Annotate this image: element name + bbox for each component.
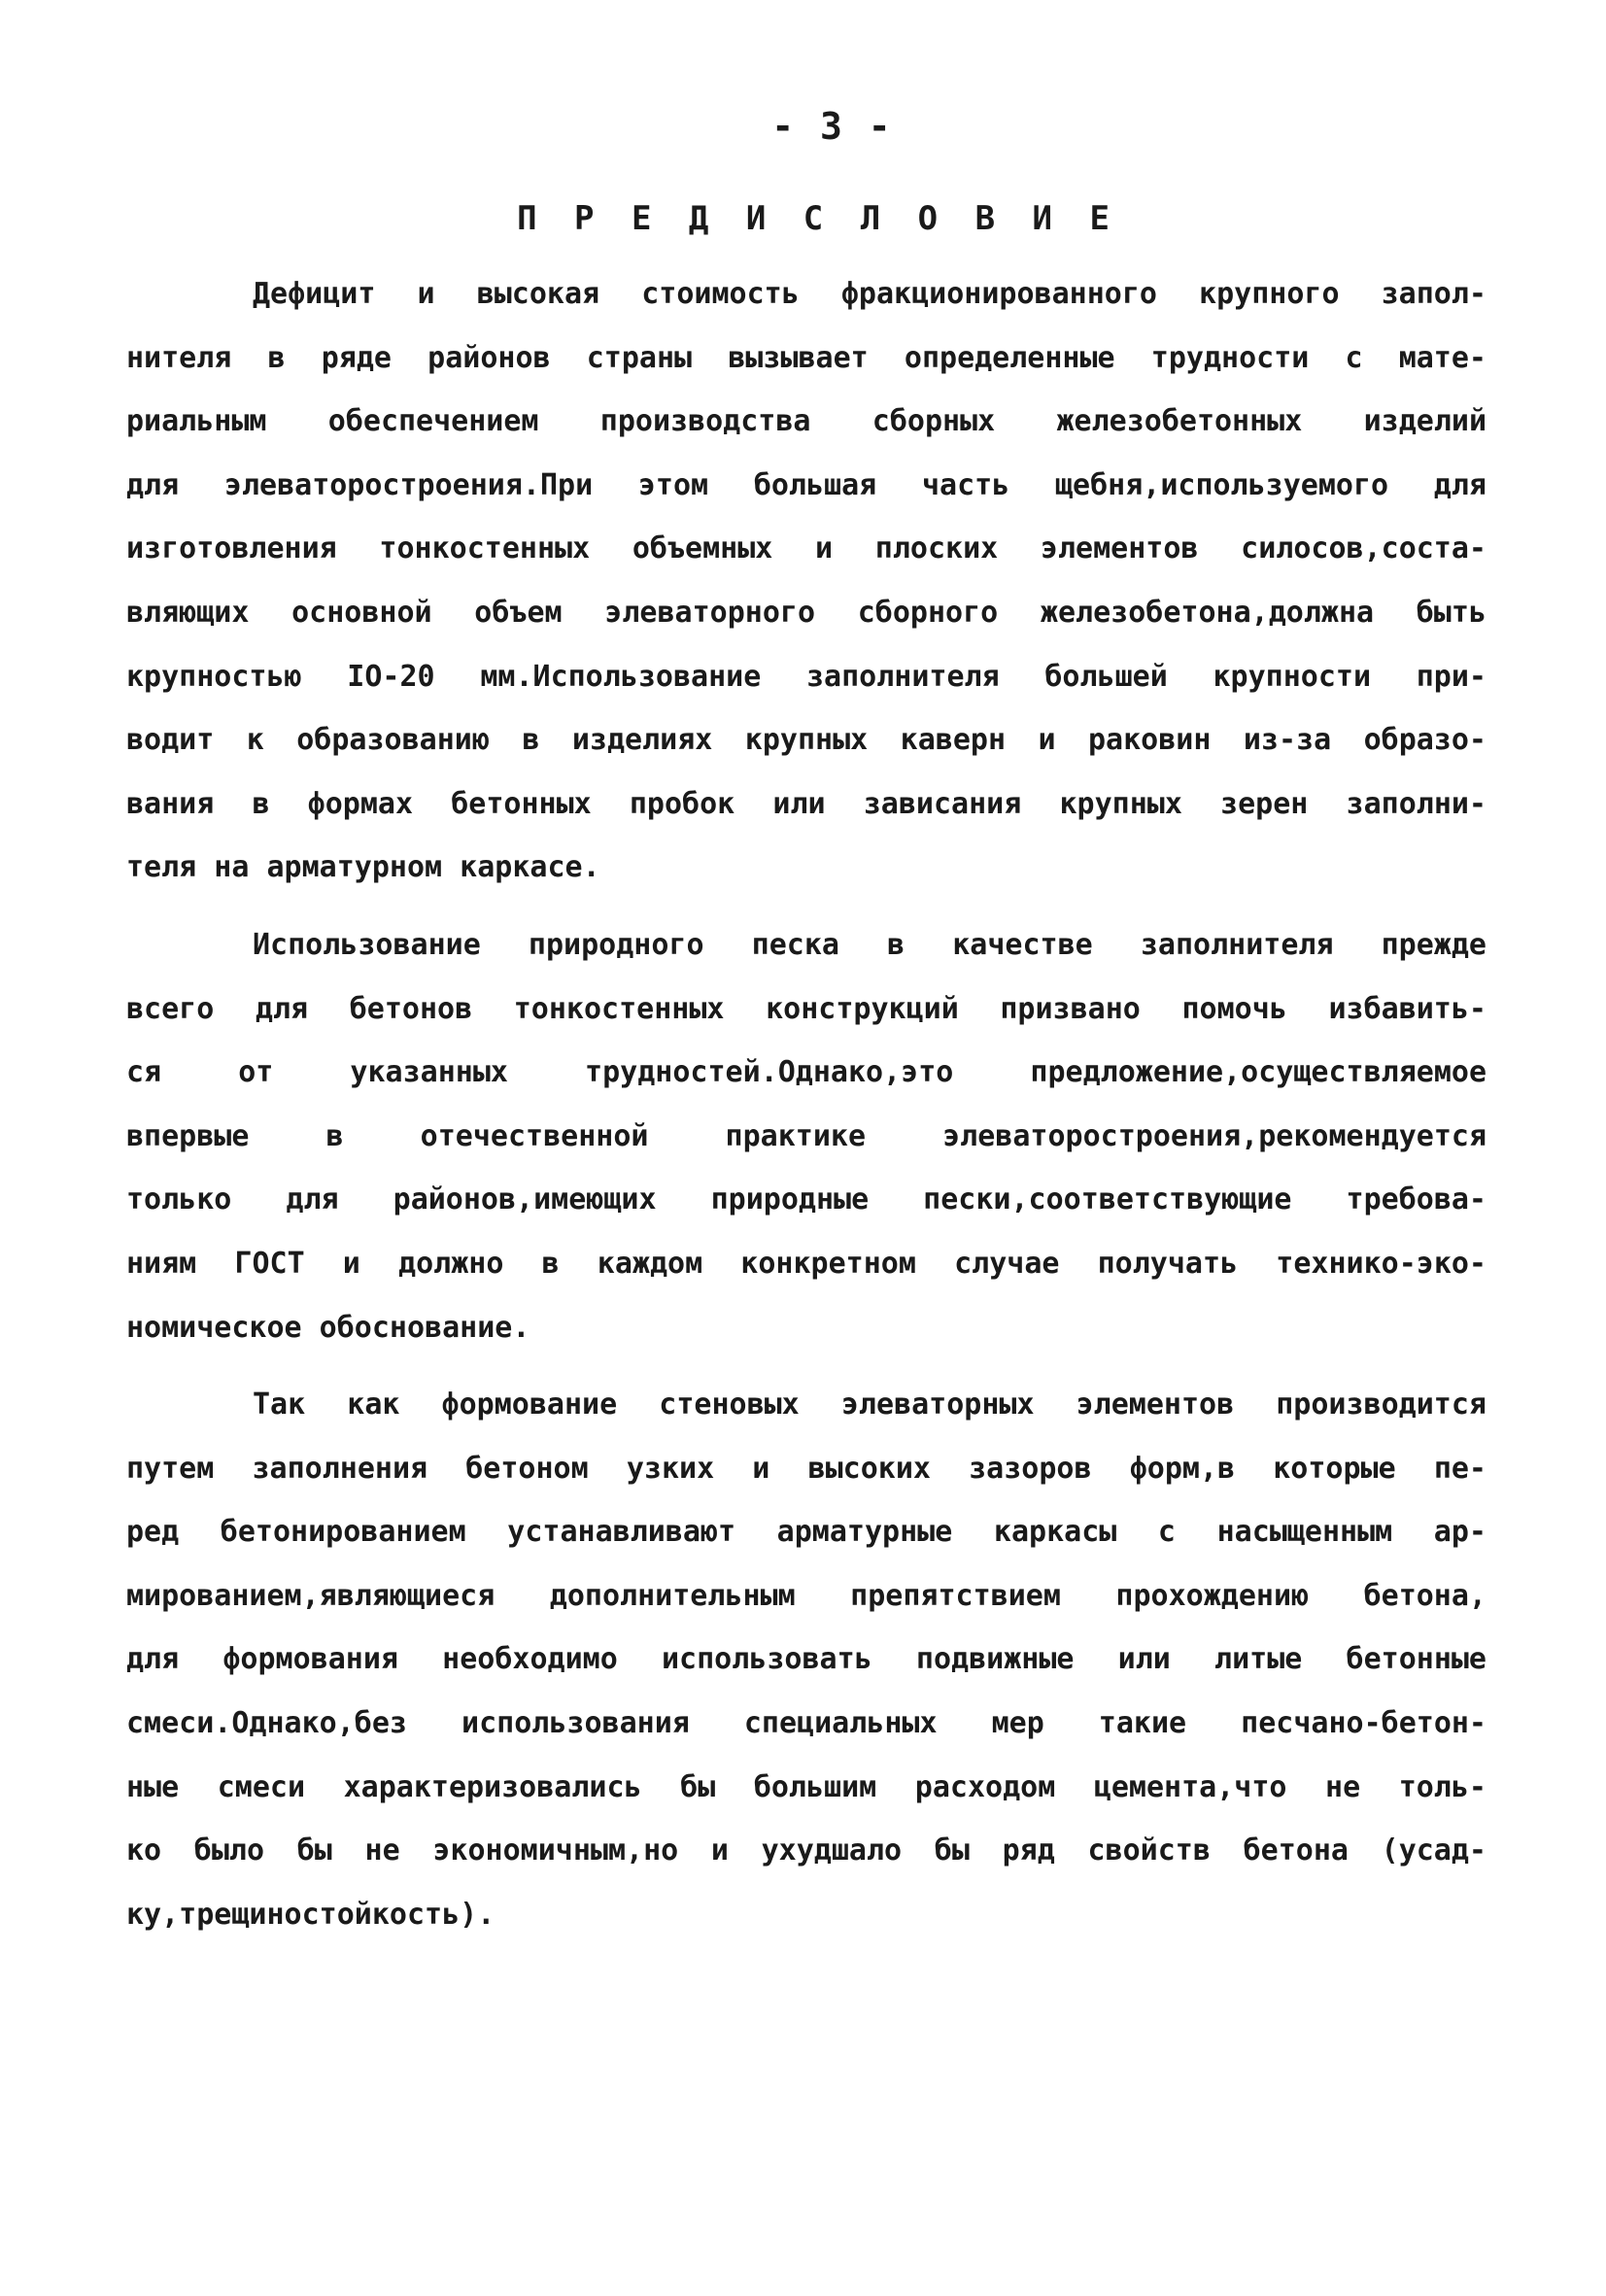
text-line: вания в формах бетонных пробок или зависания крупных зерен заполни- <box>126 786 1486 821</box>
text-line: всего для бетонов тонкостенных конструкций призвано помочь избавить- <box>126 991 1486 1026</box>
text-line: ниям ГОСТ и должно в каждом конкретном случае получать технико-эко- <box>126 1246 1486 1281</box>
text-line: ные смеси характеризовались бы большим расходом цемента,что не толь- <box>126 1769 1486 1804</box>
paragraph <box>126 262 1486 900</box>
text-line: Дефицит и высокая стоимость фракционированного крупного запол- <box>253 277 1486 311</box>
text-line: ся от указанных трудностей.Однако,это предложение,осуществляемое <box>126 1055 1486 1090</box>
text-line: теля на арматурном каркасе. <box>126 850 600 885</box>
text-line: ку,трещиностойкость). <box>126 1897 495 1932</box>
text-line: смеси.Однако,без использования специальных мер такие песчано-бетон- <box>126 1706 1486 1741</box>
text-line: только для районов,имеющих природные пески,соответствующие требова- <box>126 1182 1486 1217</box>
paragraph <box>126 913 1486 1359</box>
text-line: вляющих основной объем элеваторного сборного железобетона,должна быть <box>126 595 1486 630</box>
text-line: ко было бы не экономичным,но и ухудшало бы ряд свойств бетона (усад- <box>126 1833 1486 1868</box>
body-text <box>126 262 1486 1946</box>
text-line: изготовления тонкостенных объемных и плоских элементов силосов,соста- <box>126 531 1486 566</box>
text-line: для элеваторостроения.При этом большая часть щебня,используемого для <box>126 467 1486 502</box>
text-line: путем заполнения бетоном узких и высоких зазоров форм,в которые пе- <box>126 1451 1486 1486</box>
text-line: Использование природного песка в качестве заполнителя прежде <box>253 927 1486 962</box>
text-line: ред бетонированием устанавливают арматурные каркасы с насыщенным ар- <box>126 1515 1486 1550</box>
text-line: мированием,являющиеся дополнительным препятствием прохождению бетона, <box>126 1578 1486 1613</box>
paragraph <box>126 1373 1486 1946</box>
text-line: номическое обоснование. <box>126 1310 530 1345</box>
text-line: риальным обеспечением производства сборных железобетонных изделий <box>126 404 1486 439</box>
section-heading: П Р Е Д И С Л О В И Е <box>517 199 1118 238</box>
text-line: нителя в ряде районов страны вызывает определенные трудности с мате- <box>126 340 1486 375</box>
text-line: крупностью IO-20 мм.Использование заполнителя большей крупности при- <box>126 659 1486 694</box>
text-line: Так как формование стеновых элеваторных элементов производится <box>253 1388 1486 1422</box>
page-number: - 3 - <box>771 105 893 148</box>
text-line: для формования необходимо использовать подвижные или литые бетонные <box>126 1642 1486 1677</box>
text-line: водит к образованию в изделиях крупных каверн и раковин из-за образо- <box>126 723 1486 758</box>
text-line: впервые в отечественной практике элеваторостроения,рекомендуется <box>126 1118 1486 1153</box>
